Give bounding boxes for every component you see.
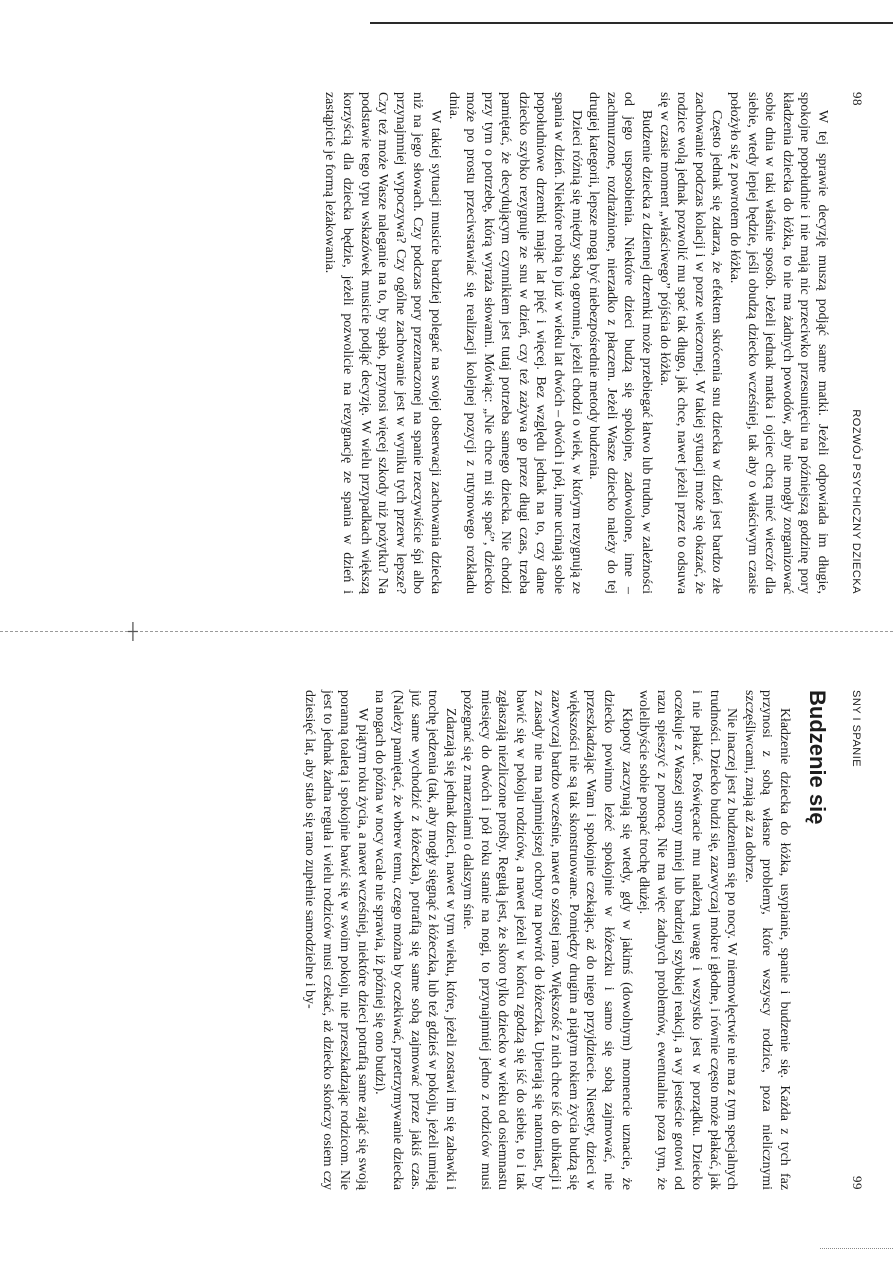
crop-mark-icon: ┼ (128, 622, 138, 641)
page-99 (65, 690, 865, 1190)
scan-edge-top (370, 0, 893, 24)
section-title: Budzenie się (805, 690, 830, 825)
paragraph: Dzieci różnią się między sobą ogromnie, jeżeli chodzi o wiek, w którym rezygnują ze spania w dzień. Niektóre robią to już w wieku lat dwóch – dwóch i pół, inne ucinają sobie popołudniowe drzemki mając lat pięć i więcej. Bez względu jednak na to, czy dane dziecko szybko rezygnuje ze snu w dzień, czy też zażywa go przez długi czas, trzeba pamiętać, że decydującym czynnikiem jest tutaj potrzeba samego dziecka. Nie chodzi przy tym o potrzebę, którą wyraża słowami. Mówiąc: „Nie chce mi się spać”, dziecko może po prostu przeciwstawiać się realizacji kolejnej pozycji z rutynowego rozkładu dnia. (445, 92, 584, 594)
scan-edge-bottom (820, 1248, 893, 1249)
text-block (300, 690, 793, 1190)
page-number: 98 (850, 92, 865, 106)
paragraph: Kłopoty zaczynają się wtedy, gdy w jakimś (dowolnym) momencie uznacie, że dziecko powinno leżeć spokojnie w łóżeczku i samo się sobą zajmować, nie przeszkadzając Wam i spokojnie czekając, aż do niego przyjdziecie. Niestety, dzieci w większości nie są tak skonstruowane. Pomiędzy drugim a piątym rokiem życia budzą się zazwyczaj bardzo wcześnie, nawet o szóstej rano. Większość z nich chce iść do ubikacji i z zasady nie ma najmniejszej ochoty na powrót do łóżeczka. Upierają się natomiast, by bawić się w pokoju rodziców, a nawet jeżeli w końcu zgodzą się iść do siebie, to i tak zgłaszają niezliczone prośby. Regułą jest, że skoro tylko dziecko w wieku od osiemnastu miesięcy do dwóch i pół roku stanie na nogi, to przynajmniej jedno z rodziców musi pożegnać się z marzeniami o dalszym śnie. (460, 690, 634, 1190)
page-number: 99 (850, 1176, 865, 1190)
running-head-title: ROZWÓJ PSYCHICZNY DZIECKA (850, 409, 862, 594)
running-head-title: SNY I SPANIE (850, 690, 862, 768)
running-head (843, 690, 865, 1190)
paragraph: Kładzenie dziecka do łóżka, usypianie, spanie i budzenie się. Każda z tych faz przynosi z sobą własne problemy, które wszyscy rodzice, poza nielicznymi szczęśliwcami, znają aż za dobrze. (741, 690, 792, 1190)
running-head (843, 92, 865, 594)
page-98 (65, 92, 865, 594)
text-block (321, 92, 831, 594)
paragraph: W takiej sytuacji musicie bardziej polegać na swojej obserwacji zachowania dziecka niż na jego słowach. Czy podczas pory przeznaczonej na spanie rzeczywiście śpi albo przynajmniej wypoczywa? Czy ogólne zachowanie jest w wyniku tych przerw lepsze? Czy też może Wasze naleganie na to, by spało, przynosi więcej szkody niż pożytku? Na podstawie tego typu wskazówek musicie podjąć decyzję. W wielu przypadkach większą korzyścią dla dziecka będzie, jeżeli pozwolicie na rezygnację ze spania w dzień i zastąpicie je formą leżakowania. (322, 92, 443, 594)
paragraph: W tej sprawie decyzję muszą podjąć same matki. Jeżeli odpowiada im długie, spokojne popołudnie i nie mają nic przeciwko przesunięciu na późniejszą godzinę pory kładzenia dziecka do łóżka, to nie ma żadnych powodów, aby nie mogły zorganizować sobie dnia w taki właśnie sposób. Jeżeli jednak matka i ojciec chcą mieć wieczór dla siebie, wtedy lepiej będzie, jeśli obudzą dziecko wcześniej, tak aby o właściwym czasie położyło się z powrotem do łóżka. (727, 92, 830, 594)
paragraph: W piątym roku życia, a nawet wcześniej, niektóre dzieci potrafią same zająć się swoją poranną toaletą i spokojnie bawić się w swoim pokoju, nie przeszkadzając rodzicom. Nie jest to jednak żadna reguła i wielu rodziców musi czekać, aż dziecko skończy osiem czy dziesięć lat, aby stało się rano zupełnie samodzielne i by- (301, 690, 370, 1190)
paragraph: Budzenie dziecka z dziennej drzemki może przebiegać łatwo lub trudno, w zależności od jego usposobienia. Niektóre dzieci budzą się spokojne, zadowolone, inne – zachmurzone, rozdrażnione, nierzadko z płaczem. Jeżeli Wasze dziecko należy do tej drugiej kategorii, lepsze mogą być niebezpośrednie metody budzenia. (586, 92, 655, 594)
paragraph: Często jednak się zdarza, że efektem skrócenia snu dziecka w dzień jest bardzo złe zachowanie podczas kolacji i w porze wieczornej. W takiej sytuacji może się okazać, że rodzice wolą jednak pozwolić mu spać tak długo, jak chce, nawet jeżeli przez to odsuwa się w czasie moment „właściwego” pójścia do łóżka. (656, 92, 725, 594)
paragraph: Nie inaczej jest z budzeniem się po nocy. W niemowlęctwie nie ma z tym specjalnych trudności. Dziecko budzi się, zazwyczaj mokre i głodne, i równie często może płakać, jak i nie płakać. Poświęcacie mu należną uwagę i wszystko jest w porządku. Dziecko oczekuje z Waszej strony mniej lub bardziej szybkiej reakcji, a wy jesteście gotowi od razu spieszyć z pomocą. Nie ma więc żadnych problemów, ewentualnie poza tym, że wolelibyście sobie pospać trochę dłużej. (636, 690, 740, 1190)
paragraph: Zdarzają się jednak dzieci, nawet w tym wieku, które, jeżeli zostawi im się zabawki i trochę jedzenia (tak, aby mogły sięgnąć z łóżeczka, lub też gdzieś w pokoju, jeżeli umieją już same wychodzić z łóżeczka), potrafią się same sobą zajmować przez jakiś czas. (Należy pamiętać, że wbrew temu, czego można by oczekiwać, przetrzymywanie dziecka na nogach do późna w nocy wcale nie sprawia, iż później się ono budzi). (372, 690, 458, 1190)
